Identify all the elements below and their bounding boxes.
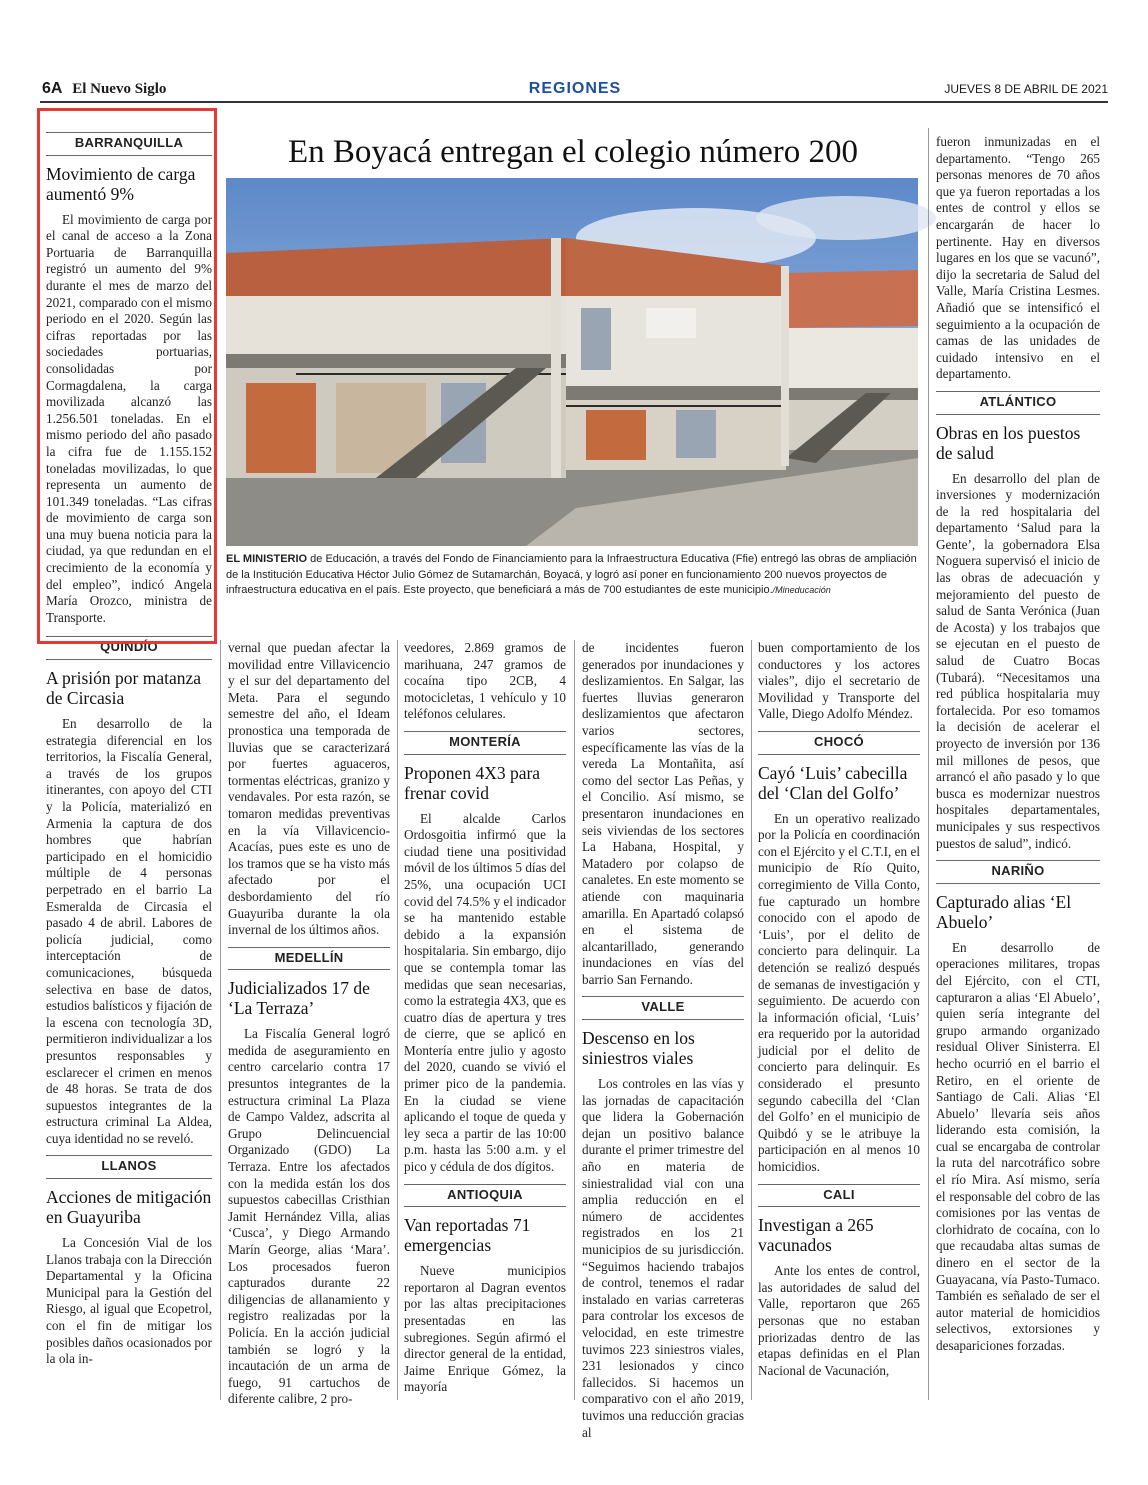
section-label-medellin: MEDELLÍN [228, 947, 390, 971]
article-body-choco: En un operativo realizado por la Policía en coordinación con el Ejército y el C.T.I, en el municipio de Río Quito, corregimiento de Villa Conto, fue capturado un hombre conocido con el apodo de ‘Luis’, por el delito de concierto para delinquir. La detención se realizó después de semanas de investigación y seguimiento. De acuerdo con la información oficial, ‘Luis’ era requerido por la autoridad judicial por el delito de concierto para delinquir. Es considerado el presunto segundo cabecilla del ‘Clan del Golfo’ en el municipio de Quibdó y se le atribuye la participación en al menos 10 homicidios. [758, 810, 920, 1175]
masthead [42, 80, 166, 98]
highlight-box [37, 108, 217, 644]
headline-choco: Cayó ‘Luis’ cabecilla del ‘Clan del Golfo’ [758, 762, 908, 803]
section-label-quindio: QUINDÍO [46, 636, 212, 660]
column-rule [574, 640, 575, 1400]
section-label-llanos: LLANOS [46, 1155, 212, 1179]
section-label-atlantico: ATLÁNTICO [936, 391, 1100, 415]
headline-valle: Descenso en los siniestros viales [582, 1028, 695, 1069]
column-rule [220, 640, 221, 1400]
caption-text: de Educación, a través del Fondo de Financiamiento para la Infraestructura Educativa (Ffie) entregó las obras de ampliación de la Institución Educativa Héctor Julio Gómez de Sutamarchán, Boyacá, y logró así poner en funcionamiento 200 nuevos proyectos de infraestructura educativa en el país. Este proyecto, que beneficiará a más de 700 estudiantes de este municipio. [226, 553, 917, 597]
headline-monteria: Proponen 4X3 para frenar covid [404, 762, 541, 803]
article-body-valle-continued: buen comportamiento de los conductores y los actores viales”, dijo el secretario de Movilidad y Transporte del Valle, Diego Adolfo Méndez. [758, 640, 920, 722]
column-5 [758, 640, 920, 1400]
column-rule [397, 640, 398, 1400]
headline-cali: Investigan a 265 vacunados [758, 1215, 874, 1256]
main-headline: En Boyacá entregan el colegio número 200 [288, 134, 858, 170]
header-rule [40, 101, 1108, 103]
section-label-monteria: MONTERÍA [404, 731, 566, 755]
column-2 [228, 640, 390, 1407]
article-body-antioquia: Nueve municipios reportaron al Dagran eventos por las altas precipitaciones presentadas en las subregiones. Según afirmó el director general de la entidad, Jaime Enrique Gómez, la mayoría [404, 1263, 566, 1395]
article-body-monteria: El alcalde Carlos Ordosgoitia infirmó que la ciudad tiene una positividad móvil de los últimos 5 días del 25%, una ocupación UCI covid del 74.5% y el indicador se ha mantenido estable debido a la expansión hospitalaria. Sin embargo, dijo que se contempla tomar las medidas que sean necesarias, como la estrategia 4X3, que es cuatro días de apertura y tres de cierre, que se aplicó en Montería entre julio y agosto del 2020, cuando se vivió el primer pico de la pandemia. En la ciudad se viene aplicando el toque de queda y ley seca a partir de las 10:00 p.m. hasta las 5:00 a.m. y el pico y cédula de dos dígitos. [404, 810, 567, 1175]
photo-credit: /Mineducación [772, 585, 831, 596]
section-name: REGIONES [528, 80, 622, 97]
headline-barranquilla: Movimiento de carga aumentó 9% [46, 163, 196, 204]
article-body-cali-continued: fueron inmunizadas en el departamento. “Tengo 265 personas menores de 70 años que ya fueron reportadas a los entes de control y ellos se encargarán de hacer lo pertinente. Hay en diversos lugares en los que se vacunó”, dijo la secretaria de Salud del Valle, María Cristina Lesmes. Añadió que se intensificó el seguimiento a la ocupación de camas de las unidades de cuidado intensivo en el departamento. [936, 134, 1100, 382]
page-number: 6A [42, 80, 63, 97]
column-rule [928, 128, 929, 1400]
headline-llanos: Acciones de mitigación en Guayuriba [46, 1187, 212, 1228]
caption-lead: EL MINISTERIO [226, 553, 308, 565]
issue-date: JUEVES 8 DE ABRIL DE 2021 [944, 82, 1108, 96]
column-6 [936, 134, 1100, 1400]
section-label-valle: VALLE [582, 996, 744, 1020]
headline-quindio: A prisión por matanza de Circasia [46, 668, 202, 709]
column-4 [582, 640, 744, 1440]
article-body-narino: En desarrollo de operaciones militares, tropas del Ejército, con el CTI, capturaron a alias ‘El Abuelo’, quien sería integrante del grupo armando organizado residual Oliver Sinisterra. El hecho ocurrió en el barrio el Retiro, en el oriente de Santiago de Cali. Alias ‘El Abuelo’ llevaría seis años liderando esta comisión, la cual se encargaba de controlar la ruta del narcotráfico sobre el río Mira. Así mismo, sería el responsable del cobro de las comisiones por las ventas de clorhidrato de cocaína, con lo que recaudaba altas sumas de dinero en el sector de la Guayacana, vía Pasto-Tumaco. También es señalado de ser el autor material de homicidios selectivos, extorsiones y desapariciones forzadas. [936, 939, 1100, 1353]
article-body-llanos-continued: vernal que puedan afectar la movilidad entre Villavicencio y el sur del departamento del Meta. Para el segundo semestre del año, el Ideam pronostica una temporada de lluvias que se caracterizará por fuertes aguaceros, tormentas eléctricas, granizo y vendavales. Por esta razón, se tomaron medidas preventivas en la vía Villavicencio-Acacías, pues este es uno de los tramos que se ha visto más afectado por el desbordamiento del río Guayuriba durante la ola invernal de los últimos años. [228, 640, 390, 938]
column-rule [751, 640, 752, 1400]
section-label-antioquia: ANTIOQUIA [404, 1184, 566, 1208]
article-body-llanos: La Concesión Vial de los Llanos trabaja con la Dirección Departamental y la Oficina Municipal para la Gestión del Riesgo, al igual que Ecopetrol, con el fin de mitigar los posibles daños ocasionados por la ola in- [46, 1235, 212, 1367]
section-label-choco: CHOCÓ [758, 731, 920, 755]
school-building-photo-illustration [226, 178, 918, 546]
article-body-quindio: En desarrollo de la estrategia diferencial en los territorios, la Fiscalía General, a través de los grupos itinerantes, con apoyo del CTI y la Policía, materializó en Armenia la captura de dos hombres que habrían participado en el homicidio múltiple de 4 personas perpetrado en el barrio La Esmeralda de Circasia el pasado 4 de abril. Labores de policía judicial, como interceptación de comunicaciones, búsqueda selectiva en base de datos, estudios balísticos y fijación de la escena con tecnología 3D, permitieron individualizar a los presuntos responsables y esclarecer el crimen en menos de 48 horas. Se trata de dos supuestos integrantes de la estructura criminal La Aldea, cuya identidad no se reveló. [46, 716, 212, 1146]
headline-antioquia: Van reportadas 71 emergencias [404, 1215, 531, 1256]
article-body-barranquilla: El movimiento de carga por el canal de acceso a la Zona Portuaria de Barranquilla registró un aumento del 9% durante el mes de marzo del 2021, comparado con el mismo periodo en el 2020. Según las cifras reportadas por las sociedades portuarias, consolidadas por Cormagdalena, la carga movilizada alcanzó las 1.256.501 toneladas. En el mismo periodo del año pasado la cifra fue de 1.155.152 toneladas movilizadas, lo que representa un aumento de 101.349 toneladas. “Las cifras de movimiento de carga son una muy buena noticia para la ciudad, ya que redundan en el crecimiento de la economía y del empleo”, indicó Angela María Orozco, ministra de Transporte. [46, 211, 212, 625]
article-body-cali: Ante los entes de control, las autoridades de salud del Valle, reportaron que 265 personas que no estaban priorizadas dentro de las etapas definidas en el Plan Nacional de Vacunación, [758, 1263, 920, 1378]
article-body-medellin: La Fiscalía General logró medida de aseguramiento en centro carcelario contra 17 presuntos integrantes de la estructura criminal La Plaza de Campo Valdez, adscrita al Grupo Delincuencial Organizado (GDO) La Terraza. Entre los afectados con la medida están los dos supuestos cabecillas Cristhian Jamit Hernández Villa, alias ‘Cusca’, y Diego Armando Marín George, alias ‘Mara’. Los procesados fueron capturados durante 22 diligencias de allanamiento y registro realizadas por la Policía. En la acción judicial también se logró y la incautación de un arma de fuego, 91 cartuchos de diferente calibre, 2 pro- [228, 1026, 390, 1407]
photo-caption [226, 552, 918, 599]
headline-medellin: Judicializados 17 de ‘La Terraza’ [228, 978, 370, 1019]
column-3 [404, 640, 566, 1400]
article-body-medellin-continued: veedores, 2.869 gramos de marihuana, 247 gramos de cocaína tipo 2CB, 4 motocicletas, 1 vehículo y 10 teléfonos celulares. [404, 640, 566, 722]
headline-narino: Capturado alias ‘El Abuelo’ [936, 891, 1072, 932]
school-building-photo [226, 178, 918, 546]
article-body-valle: Los controles en las vías y las jornadas de capacitación que lidera la Gobernación dejan un positivo balance durante el primer trimestre del año en materia de siniestralidad vial con una amplia reducción en el número de accidentes registrados en los 21 municipios de su jurisdicción. “Seguimos haciendo trabajos de control, tenemos el radar instalado en varias carreteras para controlar los excesos de velocidad, en este trimestre tuvimos 223 siniestros viales, 231 lesionados y cinco fallecidos. Si hacemos un comparativo con el año 2019, tuvimos una reducción gracias al [582, 1076, 744, 1440]
newspaper-name: El Nuevo Siglo [72, 81, 167, 97]
article-body-atlantico: En desarrollo del plan de inversiones y modernización de la red hospitalaria del departamento ‘Salud para la Gente’, la gobernadora Elsa Noguera supervisó el inicio de las obras de adecuación y mejoramiento del puesto de salud de Santa Verónica (Juan de Acosta) y los trabajos que se ejecutan en el puesto de salud de Cuatro Bocas (Tubará). “Necesitamos una red pública hospitalaria muy fortalecida. Por eso tomamos la decisión de acelerar el proyecto de inversión por 136 mil millones de pesos, que arrancó el año pasado y lo que busca es modernizar nuestros hospitales departamentales, municipales y sus respectivos puestos de salud”, indicó. [936, 470, 1100, 851]
section-label-narino: NARIÑO [936, 860, 1100, 884]
section-label-cali: CALI [758, 1184, 920, 1208]
section-label-barranquilla: BARRANQUILLA [46, 132, 212, 156]
article-body-antioquia-continued: de incidentes fueron generados por inundaciones y deslizamientos. En Salgar, las fuertes lluvias generaron deslizamientos que afectaron varios sectores, específicamente las vías de la vereda La Montañita, así como del sector Las Peñas, y el Concilio. Así mismo, se presentaron inundaciones en seis viviendas de los sectores La Habana, Hospital, y Matadero por colapso de canaletes. En este momento se atiende con maquinaria amarilla. En Apartadó colapsó en el sistema de alcantarillado, generando inundaciones en vías del barrio San Fernando. [582, 640, 744, 987]
headline-atlantico: Obras en los puestos de salud [936, 422, 1081, 463]
